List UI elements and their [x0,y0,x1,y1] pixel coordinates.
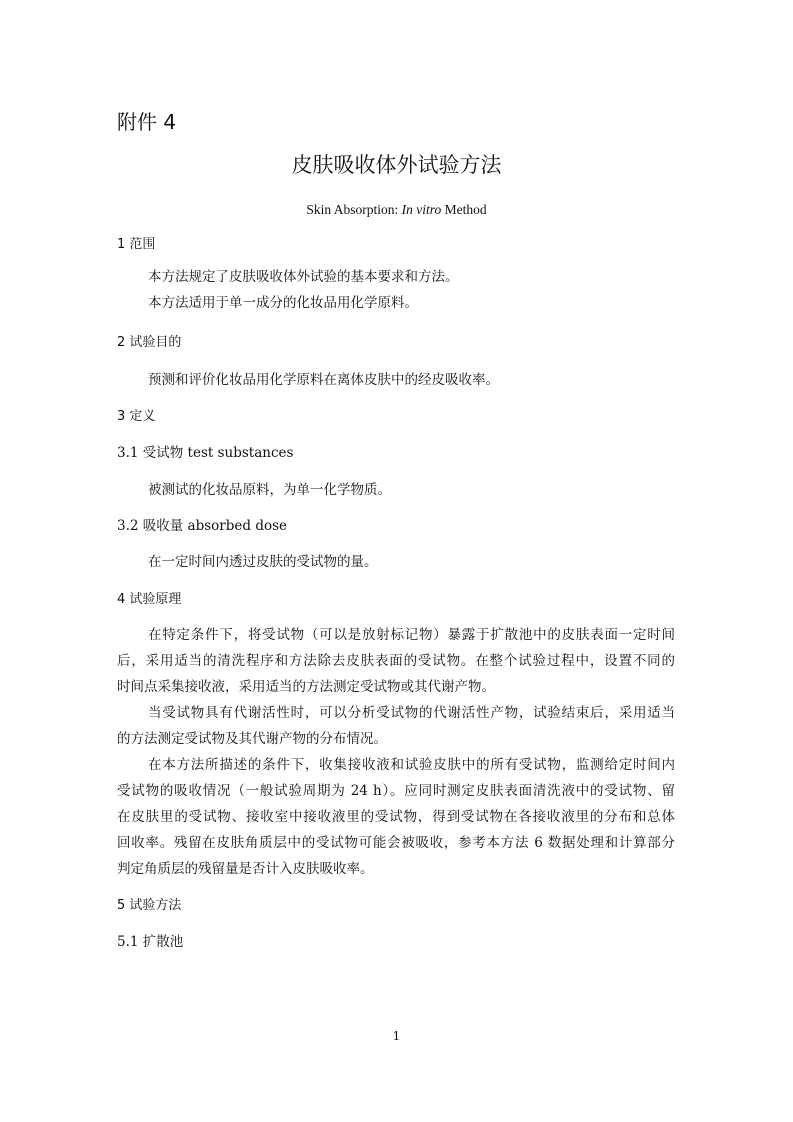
subtitle-part: Skin Absorption: [306,202,402,217]
paragraph: 本方法适用于单一成分的化妆品用化学原料。 [148,295,418,311]
paragraph-line: 当受试物具有代谢活性时，可以分析受试物的代谢活性产物，试验结束后，采用适当 [148,705,675,721]
section-heading: 3 定义 [117,409,156,424]
annex-label: 附件 4 [117,110,177,134]
paragraph-line: 后，采用适当的清洗程序和方法除去皮肤表面的受试物。在整个试验过程中，设置不同的 [117,653,675,669]
paragraph-line: 在特定条件下，将受试物（可以是放射标记物）暴露于扩散池中的皮肤表面一定时间 [148,627,675,643]
paragraph-line: 受试物的吸收情况（一般试验周期为 24 h）。应同时测定皮肤表面清洗液中的受试物、留 [117,783,675,799]
paragraph-line: 在皮肤里的受试物、接收室中接收液里的受试物，得到受试物在各接收液里的分布和总体 [117,809,675,825]
subtitle-italic: In vitro [401,202,442,217]
paragraph: 预测和评价化妆品用化学原料在离体皮肤中的经皮吸收率。 [148,372,499,388]
subtitle-part: Method [441,202,487,217]
paragraph-line: 判定角质层的残留量是否计入皮肤吸收率。 [117,861,374,877]
section-heading: 5 试验方法 [117,898,182,913]
subsection-heading: 3.1 受试物 test substances [117,445,294,461]
paragraph-line: 在本方法所描述的条件下，收集接收液和试验皮肤中的所有受试物，监测给定时间内 [148,757,675,773]
paragraph-line: 时间点采集接收液，采用适当的方法测定受试物或其代谢产物。 [117,679,495,695]
subtitle [0,201,793,219]
section-heading: 2 试验目的 [117,335,182,350]
paragraph-line: 回收率。残留在皮肤角质层中的受试物可能会被吸收，参考本方法 6 数据处理和计算部分 [117,835,675,851]
subsection-heading: 5.1 扩散池 [117,934,184,950]
section-heading: 4 试验原理 [117,592,182,607]
section-heading: 1 范围 [117,237,156,252]
paragraph-line: 的方法测定受试物及其代谢产物的分布情况。 [117,731,387,747]
paragraph: 本方法规定了皮肤吸收体外试验的基本要求和方法。 [148,269,459,285]
page-title: 皮肤吸收体外试验方法 [291,153,502,177]
paragraph: 在一定时间内透过皮肤的受试物的量。 [148,554,378,570]
page-number: 1 [392,1029,401,1043]
subsection-heading: 3.2 吸收量 absorbed dose [117,518,288,534]
paragraph: 被测试的化妆品原料，为单一化学物质。 [148,482,391,498]
